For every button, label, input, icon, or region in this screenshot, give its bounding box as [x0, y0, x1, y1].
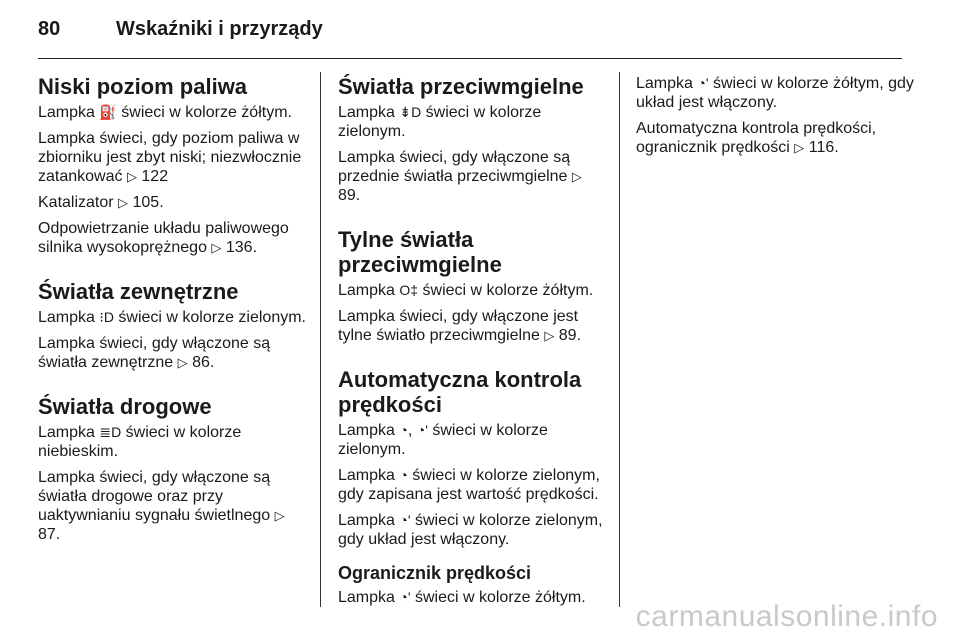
speed-limiter-icon: ◔ʹ	[399, 589, 411, 605]
page-reference[interactable]: 105.	[132, 194, 164, 211]
cruise-control-on-icon: ◔ʹ	[416, 422, 428, 438]
page-reference-arrow-icon: ▷	[126, 169, 137, 184]
text: ,	[407, 422, 417, 439]
section-title: Tylne światła przeciwmgielne	[338, 227, 502, 277]
rear-fog-icon: O‡	[399, 282, 419, 298]
paragraph	[636, 74, 916, 112]
page-reference-arrow-icon: ▷	[118, 195, 129, 210]
page-reference[interactable]: 86.	[192, 354, 215, 371]
text: Lampka	[338, 512, 400, 529]
header-divider	[38, 58, 902, 59]
paragraph	[338, 511, 608, 549]
column-1	[38, 68, 308, 551]
text: Lampka	[38, 424, 100, 441]
text: świeci w kolorze zielonym.	[338, 104, 542, 140]
text: świeci w kolorze żółtym, gdy układ jest włączony.	[636, 75, 914, 111]
text: świeci w kolorze żółtym.	[410, 589, 586, 606]
text: Katalizator	[38, 194, 119, 211]
watermark: carmanualsonline.info	[635, 600, 938, 633]
text: Lampka	[338, 104, 400, 121]
section-title: Światła drogowe	[38, 394, 212, 419]
paragraph	[38, 219, 308, 257]
paragraph	[38, 423, 308, 461]
section-cruise-control	[338, 367, 608, 549]
text: Lampka świeci, gdy włączone jest tylne światło przeciwmgielne	[338, 308, 579, 344]
section-title: Niski poziom paliwa	[38, 74, 248, 99]
chapter-title: Wskaźniki i przyrządy	[116, 18, 323, 40]
section-limiter-continued	[636, 74, 916, 157]
text: Lampka	[38, 104, 100, 121]
section-exterior-lights	[38, 279, 308, 372]
paragraph	[338, 103, 608, 141]
text: Lampka świeci, gdy włączone są przednie światła przeciwmgielne	[338, 149, 572, 185]
text: Lampka	[338, 422, 400, 439]
page-reference-arrow-icon: ▷	[544, 328, 555, 343]
text: Odpowietrzanie układu paliwowego silnika wysokoprężnego	[38, 220, 289, 256]
page-number: 80	[38, 18, 61, 40]
page-reference[interactable]: 87.	[38, 526, 61, 543]
page-reference-arrow-icon: ▷	[794, 140, 805, 155]
paragraph	[636, 119, 916, 157]
paragraph	[38, 129, 308, 186]
page-reference-arrow-icon: ▷	[211, 240, 222, 255]
page-reference[interactable]: 89.	[558, 327, 582, 344]
text: Automatyczna kontrola prędkości, ogranicznik prędkości	[636, 120, 877, 156]
text: Lampka	[38, 309, 100, 326]
text: świeci w kolorze żółtym.	[418, 282, 594, 299]
text: Lampka	[338, 589, 400, 606]
section-high-beam	[38, 394, 308, 544]
text: Lampka świeci, gdy włączone są światła zewnętrzne	[38, 335, 271, 371]
page-reference-arrow-icon: ▷	[274, 508, 285, 523]
cruise-control-icon: ◔	[399, 467, 408, 483]
paragraph	[338, 148, 608, 205]
page-reference[interactable]: 116.	[808, 139, 839, 156]
section-title: Światła przeciwmgielne	[338, 74, 584, 99]
page-reference[interactable]: 89.	[338, 187, 361, 204]
section-title: Światła zewnętrzne	[38, 279, 239, 304]
column-3	[636, 68, 916, 164]
text: świeci w kolorze niebieskim.	[38, 424, 242, 460]
paragraph	[338, 281, 608, 300]
section-speed-limiter	[338, 563, 608, 607]
paragraph	[38, 103, 308, 122]
speed-limiter-icon: ◔ʹ	[697, 75, 709, 91]
cruise-control-icon: ◔	[399, 422, 408, 438]
section-front-fog	[338, 74, 608, 205]
text: Lampka	[636, 75, 698, 92]
paragraph	[38, 468, 308, 544]
text: Lampka świeci, gdy włączone są światła drogowe oraz przy uaktywnianiu sygnału świetlnego	[38, 469, 275, 524]
fuel-pump-icon: ⛽	[99, 104, 117, 120]
section-fuel	[38, 74, 308, 257]
paragraph	[338, 466, 608, 504]
paragraph	[38, 334, 308, 372]
text: świeci w kolorze zielonym.	[113, 309, 306, 326]
subsection-title: Ogranicznik prędkości	[338, 563, 532, 583]
paragraph	[338, 307, 608, 345]
exterior-lights-icon: ⁝D	[99, 309, 114, 325]
page-reference-arrow-icon: ▷	[177, 355, 188, 370]
text: Lampka	[338, 467, 400, 484]
cruise-control-on-icon: ◔ʹ	[399, 512, 411, 528]
text: Lampka świeci, gdy poziom paliwa w zbiorniku jest zbyt niski; niezwłocznie zatankować	[38, 130, 302, 185]
column-2	[338, 68, 608, 614]
paragraph	[38, 308, 308, 327]
high-beam-icon: ≣D	[99, 424, 122, 440]
text: świeci w kolorze żółtym.	[116, 104, 292, 121]
paragraph	[338, 421, 608, 459]
page-reference[interactable]: 136.	[225, 239, 258, 256]
front-fog-icon: ⇟D	[399, 104, 422, 120]
text: świeci w kolorze zielonym.	[338, 422, 548, 458]
page-header	[38, 18, 902, 48]
section-title: Automatyczna kontrola prędkości	[338, 367, 582, 417]
column-divider-2	[619, 72, 620, 607]
page-reference[interactable]: 122	[141, 168, 169, 185]
paragraph	[338, 588, 608, 607]
page-reference-arrow-icon: ▷	[571, 169, 582, 184]
text: świeci w kolorze zielonym, gdy zapisana jest wartość prędkości.	[338, 467, 600, 503]
column-divider-1	[320, 72, 321, 607]
section-rear-fog	[338, 227, 608, 345]
text: świeci w kolorze zielonym, gdy układ jest włączony.	[338, 512, 603, 548]
paragraph	[38, 193, 308, 212]
text: Lampka	[338, 282, 400, 299]
